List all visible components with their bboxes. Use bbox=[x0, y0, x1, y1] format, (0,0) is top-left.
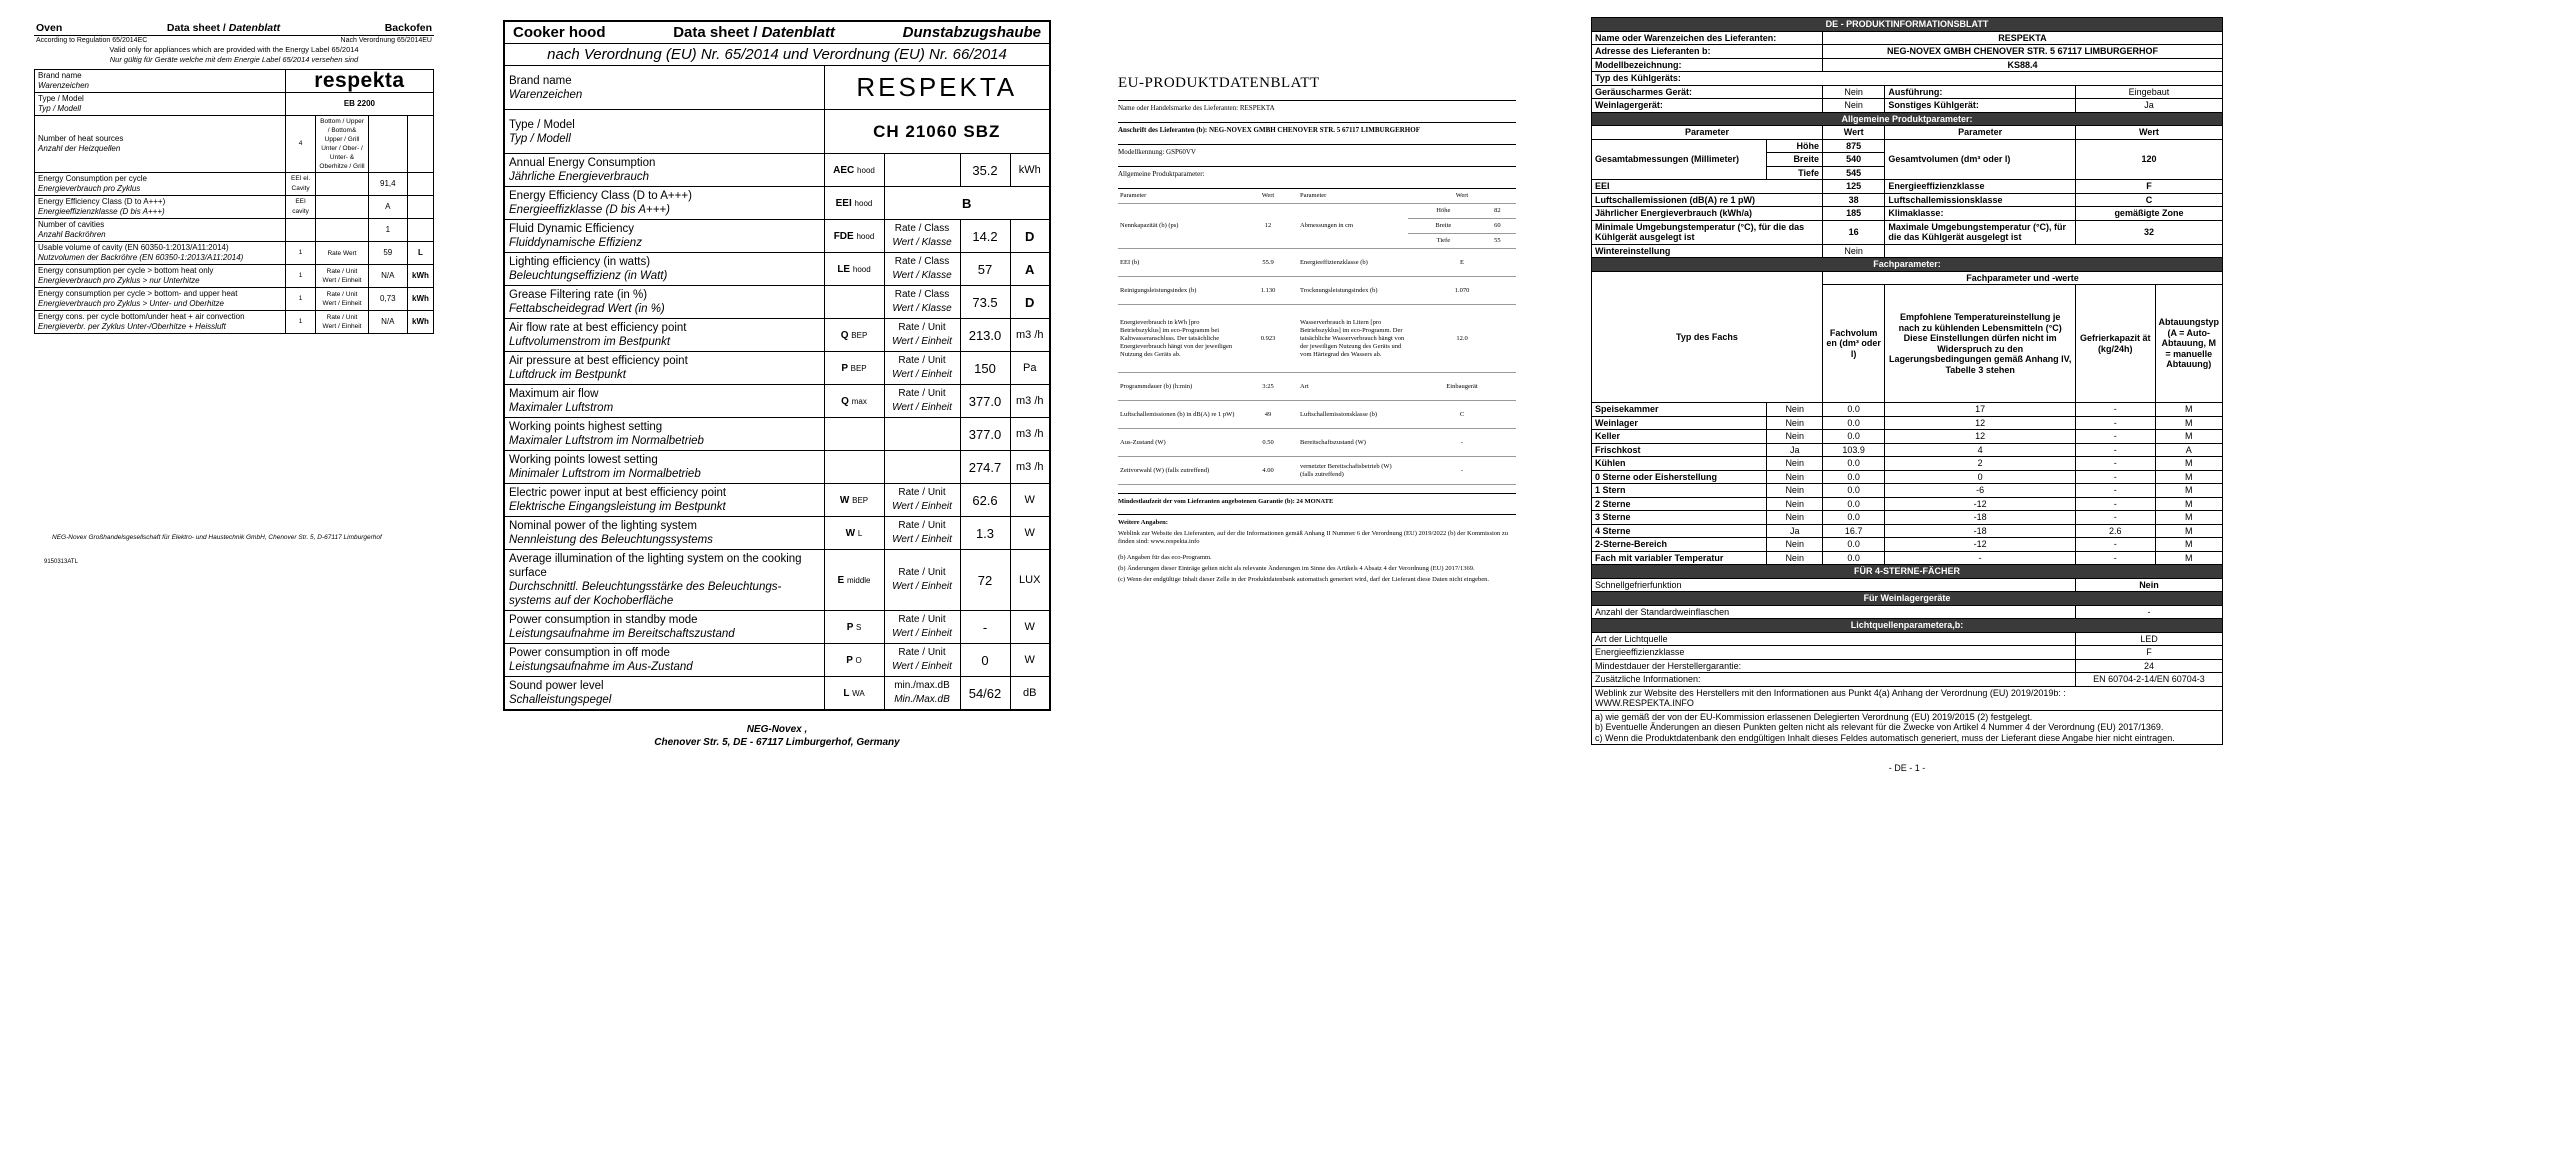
respekta-logo: respekta bbox=[285, 70, 433, 93]
hood-table-row: Power consumption in off mode Leistungsaufnahme im Aus-Zustand P O Rate / Unit Wert / Einheit 0 W bbox=[504, 644, 1050, 677]
oven-code: 9150313ATL bbox=[44, 559, 78, 565]
hood-regulation-row: nach Verordnung (EU) Nr. 65/2014 und Verordnung (EU) Nr. 66/2014 bbox=[504, 44, 1050, 66]
hood-type-row: Type / Model Typ / Modell CH 21060 SBZ bbox=[504, 110, 1050, 154]
hood-brand-row: Brand name Warenzeichen RESPEKTA bbox=[504, 66, 1050, 110]
hood-table-row: Annual Energy Consumption Jährliche Energieverbrauch AEC hood 35.2 kWh bbox=[504, 154, 1050, 187]
respekta-logo: RESPEKTA bbox=[824, 66, 1050, 110]
hood-footer: NEG-Novex , Chenover Str. 5, DE - 67117 Limburgerhof, Germany bbox=[654, 724, 900, 748]
oven-valid-note: Valid only for appliances which are provided with the Energy Label 65/2014 Nur gültig für Geräte welche mit dem Energie Label 65/2014 versehen sind bbox=[109, 45, 359, 64]
hood-table-row: Power consumption in standby mode Leistungsaufnahme im Bereitschaftszustand P S Rate / Unit Wert / Einheit - W bbox=[504, 611, 1050, 644]
oven-data-sheet bbox=[34, 22, 434, 565]
oven-footer: NEG-Novex Großhandelsgesellschaft für Elektro- und Haustechnik GmbH, Chenover Str. 5, D-67117 Limburgerhof bbox=[52, 534, 382, 541]
de-fach-row: 4 Sterne Ja 16.7 -18 2.6 M bbox=[1592, 524, 2223, 538]
oven-table-row: Energy Efficiency Class (D to A+++) Energieeffizienzklasse (D bis A+++) EEI cavity A bbox=[35, 196, 434, 219]
hood-table-row: Energy Efficiency Class (D to A+++) Energieeffizklasse (D bis A+++) EEI hood B bbox=[504, 187, 1050, 220]
de-product-sheet bbox=[1591, 17, 2223, 773]
de-fach-row: 0 Sterne oder Eisherstellung Nein 0.0 0 - M bbox=[1592, 470, 2223, 484]
eu-row: Aus-Zustand (W) 0.50 Bereitschaftszustand (W) - bbox=[1118, 429, 1516, 457]
eu-product-sheet bbox=[1118, 75, 1516, 584]
oven-header-center: Data sheet / Datenblatt bbox=[166, 22, 281, 34]
eu-supplier: Name oder Handelsmarke des Lieferanten: RESPEKTA bbox=[1118, 100, 1516, 122]
hood-table-row: Sound power level Schalleistungspegel L WA min./max.dB Min./Max.dB 54/62 dB bbox=[504, 677, 1050, 711]
de-title: DE - PRODUKTINFORMATIONSBLATT bbox=[1592, 18, 2223, 32]
hood-table-row: Electric power input at best efficiency point Elektrische Eingangsleistung im Bestpunkt W BEP Rate / Unit Wert / Einheit 62.6 W bbox=[504, 484, 1050, 517]
oven-table bbox=[34, 69, 434, 334]
hood-table-row: Air pressure at best efficiency point Luftdruck im Bestpunkt P BEP Rate / Unit Wert / Einheit 150 Pa bbox=[504, 352, 1050, 385]
eu-title: EU-PRODUKTDATENBLATT bbox=[1118, 75, 1320, 91]
eu-row: Energieverbrauch in kWh [pro Betriebszyklus] im eco-Programm bei Kaltwasseranschluss. Der tatsächliche Energieverbrauch hängt von der jeweiligen Nutzung des Geräts ab. 0.923 Wasserverbrauch in Litern [pro Betriebszyklus] im eco-Programm. Der tatsächliche Wasserverbrauch hängt von der jeweiligen Nutzung des Geräts und vom Härtegrad des Wassers ab. 12.0 bbox=[1118, 305, 1516, 373]
hood-table-row: Lighting efficiency (in watts) Beleuchtungseffizienz (in Watt) LE hood Rate / Class Wert / Klasse 57 A bbox=[504, 253, 1050, 286]
eu-row: Nennkapazität (b) (ps) 12 Abmessungen in cm Höhe 82 bbox=[1118, 204, 1516, 219]
eu-weblink: Weblink zur Website des Lieferanten, auf der die Informationen gemäß Anhang II Nummer 6 der Verordnung (EU) 2019/2022 (b) der Kommission zu finden sind: www.respekta.info bbox=[1118, 530, 1509, 545]
eu-row: EEI (b) 55.9 Energieeffizienzklasse (b) E bbox=[1118, 249, 1516, 277]
eu-footnote: (c) Wenn der endgültige Inhalt dieser Zelle in der Produktdatenbank automatisch generiert wird, darf der Lieferant diese Daten nicht eingeben. bbox=[1118, 576, 1489, 583]
de-fach-row: 3 Sterne Nein 0.0 -18 - M bbox=[1592, 511, 2223, 525]
oven-table-row: Energy consumption per cycle > bottom heat only Energieverbrauch pro Zyklus > nur Unterhitze 1 Rate / Unit Wert / Einheit N/A kWh bbox=[35, 265, 434, 288]
eu-address: Anschrift des Lieferanten (b): NEG-NOVEX GMBH CHENOVER STR. 5 67117 LIMBURGERHOF bbox=[1118, 122, 1516, 144]
hood-table-row: Working points lowest setting Minimaler Luftstrom im Normalbetrieb 274.7 m3 /h bbox=[504, 451, 1050, 484]
de-fach-row: Speisekammer Nein 0.0 17 - M bbox=[1592, 403, 2223, 417]
de-fach-row: 2 Sterne Nein 0.0 -12 - M bbox=[1592, 497, 2223, 511]
hood-table-row: Air flow rate at best efficiency point Luftvolumenstrom im Bestpunkt Q BEP Rate / Unit Wert / Einheit 213.0 m3 /h bbox=[504, 319, 1050, 352]
eu-table-head: Parameter Wert Parameter Wert bbox=[1118, 189, 1516, 204]
eu-footnote: (b) Änderungen dieser Einträge gelten nicht als relevante Änderungen im Sinne des Artikels 4 Absatz 4 der Verordnung (EU) 2017/1369. bbox=[1118, 565, 1475, 572]
oven-header-right: Backofen bbox=[384, 22, 432, 34]
oven-brand-row: Brand name Warenzeichen respekta bbox=[35, 70, 434, 93]
eu-more: Weitere Angaben: bbox=[1118, 514, 1516, 527]
hood-table-row: Average illumination of the lighting system on the cooking surface Durchschnittl. Beleuchtungsstärke des Beleuchtungs-systems auf der Kochoberfläche E middle Rate / Unit Wert / Einheit 72 LUX bbox=[504, 550, 1050, 611]
de-page-number: - DE - 1 - bbox=[1888, 763, 1926, 773]
oven-table-row: Energy cons. per cycle bottom/under heat + air convection Energieverbr. per Zyklus Unter-/Oberhitze + Heissluft 1 Rate / Unit Wert / Einheit N/A kWh bbox=[35, 311, 434, 334]
eu-footnote: (b) Angaben für das eco-Programm. bbox=[1118, 554, 1212, 561]
eu-row: Programmdauer (b) (h:min) 3:25 Art Einbaugerät bbox=[1118, 373, 1516, 401]
oven-table-row: Energy Consumption per cycle Energieverbrauch pro Zyklus EEI el. Cavity 91,4 bbox=[35, 173, 434, 196]
oven-type-row: Type / Model Typ / Modell EB 2200 bbox=[35, 93, 434, 116]
de-fach-row: 2-Sterne-Bereich Nein 0.0 -12 - M bbox=[1592, 538, 2223, 552]
eu-row: Luftschallemissionen (b) in dB(A) re 1 pW) 49 Luftschallemissionsklasse (b) C bbox=[1118, 401, 1516, 429]
oven-table-row: Energy consumption per cycle > bottom- and upper heat Energieverbrauch pro Zyklus > Unter- und Oberhitze 1 Rate / Unit Wert / Einheit 0,73 kWh bbox=[35, 288, 434, 311]
eu-model: Modellkennung: GSP60VV bbox=[1118, 144, 1516, 166]
de-fach-row: 1 Stern Nein 0.0 -6 - M bbox=[1592, 484, 2223, 498]
eu-row: Zeitvorwahl (W) (falls zutreffend) 4.00 vernetzter Bereitschaftsbetrieb (W) (falls zutreffend) - bbox=[1118, 457, 1516, 485]
eu-general: Allgemeine Produktparameter: bbox=[1118, 166, 1516, 188]
de-fach-row: Keller Nein 0.0 12 - M bbox=[1592, 430, 2223, 444]
oven-table-row: Number of heat sources Anzahl der Heizquellen 4 Bottom / Upper / Bottom& Upper / Grill Unter / Ober- / Unter- & Oberhitze / Grill bbox=[35, 116, 434, 173]
hood-model: CH 21060 SBZ bbox=[824, 110, 1050, 154]
eu-table: Parameter Wert Parameter Wert Nennkapazität (b) (ps) 12 Abmessungen in cm Höhe 82 Breite 60 Tiefe 55 EEI (b) 55.9 Energieeffizienzklasse (b) E Reinigungsleistungsindex (b) 1.130 Trocknungsleistungsindex (b) 1.070 Energieverbrauch in kWh [pro Betriebszyklus] im eco-Programm bei Kaltwasseranschluss. Der tatsächliche Energieverbrauch hängt von der jeweiligen Nutzung des Geräts ab. 0.923 Wasserverbrauch in Litern [pro Betriebszyklus] im eco-Programm. Der tatsächliche Wasserverbrauch hängt von der jeweiligen Nutzung des Geräts und vom Härtegrad des Wassers ab. 12.0 Programmdauer (b) (h:min) 3:25 Art Einbaugerät Luftschallemissionen (b) in dB(A) re 1 pW) 49 Luftschallemissionsklasse (b) C Aus-Zustand (W) 0.50 Bereitschaftszustand (W) - Zeitvorwahl (W) (falls zutreffend) 4.00 vernetzter Bereitschaftsbetrieb (W) (falls zutreffend) - bbox=[1118, 188, 1516, 485]
oven-header bbox=[34, 22, 434, 36]
oven-table-row: Usable volume of cavity (EN 60350-1:2013/A11:2014) Nutzvolumen der Backröhre (EN 60350-1:2013/A11:2014) 1 Rate Wert 59 L bbox=[35, 242, 434, 265]
de-fach-row: Weinlager Nein 0.0 12 - M bbox=[1592, 416, 2223, 430]
hood-data-sheet bbox=[503, 20, 1051, 749]
eu-warranty: Mindestlaufzeit der vom Lieferanten angebotenen Garantie (b): 24 MONATE bbox=[1118, 493, 1516, 506]
oven-model: EB 2200 bbox=[285, 93, 433, 116]
oven-regulation: According to Regulation 65/2014EC Nach Verordnung 65/2014EU bbox=[36, 37, 432, 44]
hood-title-row: Cooker hood Data sheet / Datenblatt Dunstabzugshaube bbox=[504, 21, 1050, 44]
eu-row: Reinigungsleistungsindex (b) 1.130 Trocknungsleistungsindex (b) 1.070 bbox=[1118, 277, 1516, 305]
oven-header-left: Oven bbox=[36, 22, 63, 34]
hood-table-row: Nominal power of the lighting system Nennleistung des Beleuchtungssystems W L Rate / Unit Wert / Einheit 1.3 W bbox=[504, 517, 1050, 550]
hood-table-row: Maximum air flow Maximaler Luftstrom Q max Rate / Unit Wert / Einheit 377.0 m3 /h bbox=[504, 385, 1050, 418]
hood-table bbox=[503, 20, 1051, 711]
de-table: DE - PRODUKTINFORMATIONSBLATT Name oder Warenzeichen des Lieferanten: RESPEKTA Adresse des Lieferanten b: NEG-NOVEX GMBH CHENOVER STR. 5 67117 LIMBURGERHOF Modellbezeichnung: KS88.4 Typ des Kühlgeräts: Geräuscharmes Gerät: Nein Ausführung: Eingebaut Weinlagergerät: Nein Sonstiges Kühlgerät: Ja Allgemeine Produktparameter: Parameter Wert Parameter Wert Gesamtabmessungen (Millimeter) Höhe 875 Gesamtvolumen (dm³ oder l) 120 Breite 540 Tiefe 545 EEI 125 Energieeffizienzklasse F Luftschallemissionen (dB(A) re 1 pW) 38 Luftschallemissionsklasse C Jährlicher Energieverbrauch (kWh/a) 185 Klimaklasse: gemäßigte Zone Minimale Umgebungstemperatur (°C), für die das Kühlgerät ausgelegt ist 16 Maximale Umgebungstemperatur (°C), für die das Kühlgerät ausgelegt ist 32 Wintereinstellung Nein Fachparameter: Typ des Fachs Fachparameter und -werte Fachvolum en (dm³ oder l) Empfohlene Temperatureinstellung je nach zu kühlenden Lebensmitteln (°C) Diese Einstellungen dürfen nicht im Widerspruch zu den Lagerungsbedingungen gemäß Anhang IV, Tabelle 3 stehen Gefrierkapazit ät (kg/24h) Abtauungstyp (A = Auto-Abtauung, M = manuelle Abtauung) Speisekammer Nein 0.0 17 - M Weinlager Nein 0.0 12 - M Keller Nein 0.0 12 - M Frischkost Ja 103.9 4 - A Kühlen Nein 0.0 2 - M 0 Sterne oder Eisherstellung Nein 0.0 0 - M 1 Stern Nein 0.0 -6 - M 2 Sterne Nein 0.0 -12 - M 3 Sterne Nein 0.0 -18 - M 4 Sterne Ja 16.7 -18 2.6 M 2-Sterne-Bereich Nein 0.0 -12 - M Fach mit variabler Temperatur Nein 0.0 - - M FÜR 4-STERNE-FÄCHER Schnellgefrierfunktion Nein Für Weinlagergeräte Anzahl der Standardweinflaschen - Lichtquellenparametera,b: Art der Lichtquelle LED Energieeffizienzklasse F Mindestdauer der Herstellergarantie: 24 Zusätzliche Informationen: EN 60704-2-14/EN 60704-3 Weblink zur Website des Herstellers mit den Informationen aus Punkt 4(a) Anhang der Verordnung (EU) 2019/2019b: : WWW.RESPEKTA.INFO a) wie gemäß der von der EU-Kommission erlassenen Delegierten Verordnung (EU) 2019/2015 (2) festgelegt. b) Eventuelle Änderungen an diesen Punkten gelten nicht als relevant für die Zwecke von Artikel 4 Nummer 4 der Verordnung (EU) 2017/1369. c) Wenn die Produktdatenbank den endgültigen Inhalt dieses Feldes automatisch generiert, muss der Lieferant diese Angabe hier nicht eintragen. bbox=[1591, 17, 2223, 745]
oven-table-row: Number of cavities Anzahl Backröhren 1 bbox=[35, 219, 434, 242]
de-fach-row: Frischkost Ja 103.9 4 - A bbox=[1592, 443, 2223, 457]
hood-table-row: Fluid Dynamic Efficiency Fluiddynamische Effizienz FDE hood Rate / Class Wert / Klasse 14.2 D bbox=[504, 220, 1050, 253]
de-fach-row: Fach mit variabler Temperatur Nein 0.0 - - M bbox=[1592, 551, 2223, 565]
hood-table-row: Grease Filtering rate (in %) Fettabscheidegrad Wert (in %) Rate / Class Wert / Klasse 73.5 D bbox=[504, 286, 1050, 319]
de-fach-row: Kühlen Nein 0.0 2 - M bbox=[1592, 457, 2223, 471]
hood-table-row: Working points highest setting Maximaler Luftstrom im Normalbetrieb 377.0 m3 /h bbox=[504, 418, 1050, 451]
